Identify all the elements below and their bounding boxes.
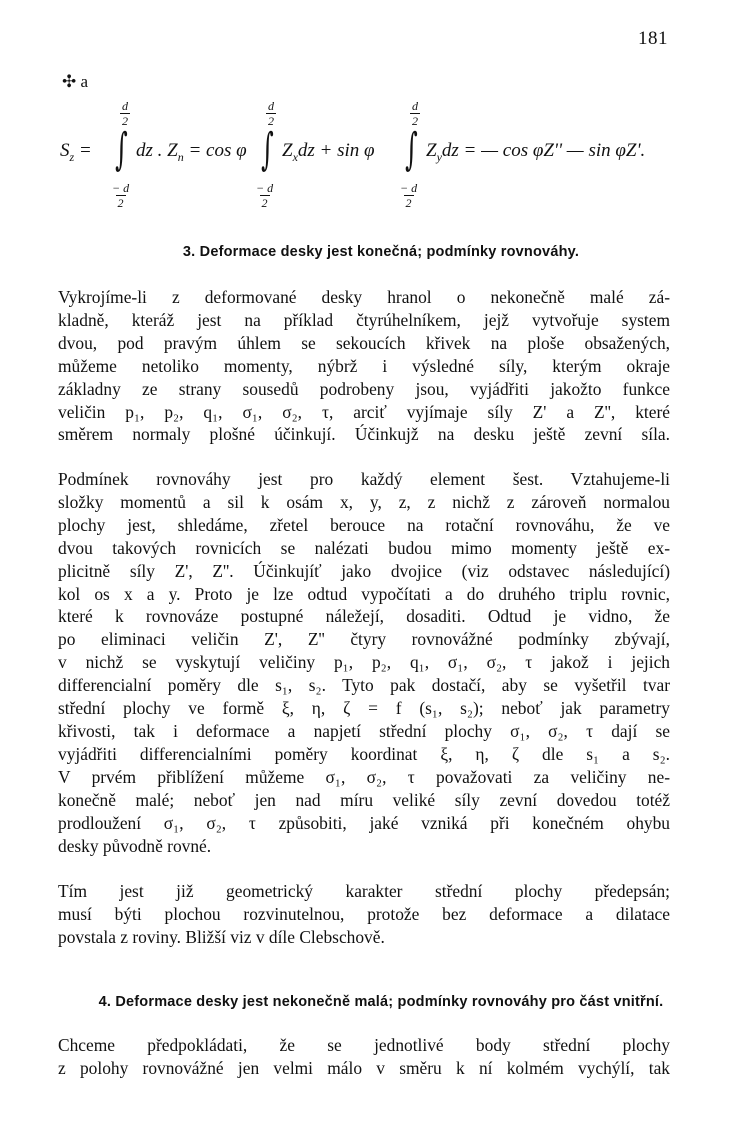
text-line: dvou, pod pravým úhlem se sekoucích křivek na ploše obsažených, <box>58 332 670 353</box>
text-line: Vykrojíme-li z deformované desky hranol o nekonečně malé zá- <box>58 287 670 307</box>
text-line: Chceme předpokládati, že se jednotlivé body střední plochy <box>58 1035 670 1055</box>
text-line: plochy jest, shledáme, zřetel berouce na rotační rovnováhu, že ve <box>58 514 670 535</box>
text-line: musí býti plochou rozvinutelnou, protože bez deformace a dilatace <box>58 903 670 924</box>
text-line: křivosti, tak i deformace a napjetí střední plochy σ₁, σ₂, τ dají se <box>58 720 670 741</box>
paragraph-1 <box>58 286 670 446</box>
section-heading-3: 3. Deformace desky jest konečná; podmínky rovnováhy. <box>182 244 580 260</box>
text-line: plicitně síly Z', Z''. Účinkujíť jako dvojice (viz odstavec následující) <box>58 560 670 581</box>
page-number: 181 <box>638 28 668 49</box>
text-line: dvou takových rovnicích se nalézati budou mimo momenty ještě ex- <box>58 537 670 558</box>
text-line: Tím jest již geometrický karakter střední plochy předepsán; <box>58 881 670 901</box>
integral-sign-1: ∫ <box>115 124 128 175</box>
integral-equation <box>60 98 700 228</box>
text-line: desky původně rovné. <box>58 835 212 856</box>
text-line: V prvém přiblížení můžeme σ₁, σ₂, τ považovati za veličiny ne- <box>58 766 670 787</box>
lower-limit-3: − d 2 <box>400 181 418 210</box>
integral-sign-2: ∫ <box>261 124 274 175</box>
text-line: z polohy rovnovážné jen velmi málo v směru k ní kolmém vychýlí, tak <box>58 1057 670 1078</box>
equation-term-3: $Z_ydz$ = — cos φZ'' — sin φZ'. <box>426 140 646 164</box>
text-line: střední plochy ve formě ξ, η, ζ = f (s₁, s₂); neboť jak parametry <box>58 698 670 719</box>
text-line: kladně, kteráž jest na příklad čtyrúhelníkem, jejž vytvořuje system <box>58 309 670 330</box>
integral-sign-3: ∫ <box>405 124 418 175</box>
text-line: veličin p₁, p₂, q₁, σ₁, σ₂, τ, arciť vyjímaje síly Z' a Z'', které <box>58 401 670 422</box>
text-line: které k rovnováze postupné náležejí, dosaditi. Odtud je vidno, že <box>58 606 670 627</box>
text-line: Podmínek rovnováhy jest pro každý element šest. Vztahujeme-li <box>58 469 670 489</box>
section-heading-4: 4. Deformace desky jest nekonečně malá; podmínky rovnováhy pro část vnitřní. <box>98 994 664 1010</box>
text-line: kol os x a y. Proto je lze odtud vypočítati a do druhého triplu rovnic, <box>58 583 670 604</box>
text-line: vyjádřiti differencialními poměry koordinat ξ, η, ζ dle s₁ a s₂. <box>58 743 670 764</box>
text-line: v nichž se vyskytují veličiny p₁, p₂, q₁, σ₁, σ₂, τ jakož i jejich <box>58 652 670 673</box>
text-line: differencialní poměry dle s₁, s₂. Tyto pak dostačí, aby se vyšetřil tvar <box>58 675 670 696</box>
text-line: povstala z roviny. Bližší viz v díle Clebschově. <box>58 926 385 947</box>
text-line: prodloužení σ₁, σ₂, τ způsobiti, jaké vzniká při konečném ohybu <box>58 812 670 833</box>
lower-limit-2: − d 2 <box>256 181 274 210</box>
upper-limit-2: d 2 <box>268 99 274 128</box>
upper-limit-3: d 2 <box>412 99 418 128</box>
paragraph-3 <box>58 880 670 949</box>
text-line: základny ze strany sousedů podrobeny jsou, vyjádřiti jakožto funkce <box>58 378 670 399</box>
equation-term-1: dz . $Z_n = \cos \varphi$ <box>136 140 247 164</box>
lower-limit-1: − d 2 <box>112 181 130 210</box>
text-line: můžeme netoliko momenty, nýbrž i výsledné síly, kterým okraje <box>58 355 670 376</box>
text-line: po eliminaci veličin Z', Z'' čtyry rovnovážné podmínky zbývají, <box>58 629 670 650</box>
paragraph-4 <box>58 1034 670 1080</box>
continued-text-fragment: ✣ a <box>62 72 89 91</box>
text-line: složky momentů a sil k osám x, y, z, z nichž z zároveň normalou <box>58 491 670 512</box>
text-line: konečně malé; neboť jen nad míru veliké síly zevní dovedou totéž <box>58 789 670 810</box>
equation-lhs: $S_z$ = <box>60 140 92 164</box>
equation-term-2: $Z_xdz + \sin \varphi$ <box>282 140 375 164</box>
text-line: směrem normaly plošné účinkují. Účinkujž na desku ještě zevní síla. <box>58 424 670 445</box>
paragraph-2 <box>58 468 670 857</box>
upper-limit-1: d 2 <box>122 99 128 128</box>
